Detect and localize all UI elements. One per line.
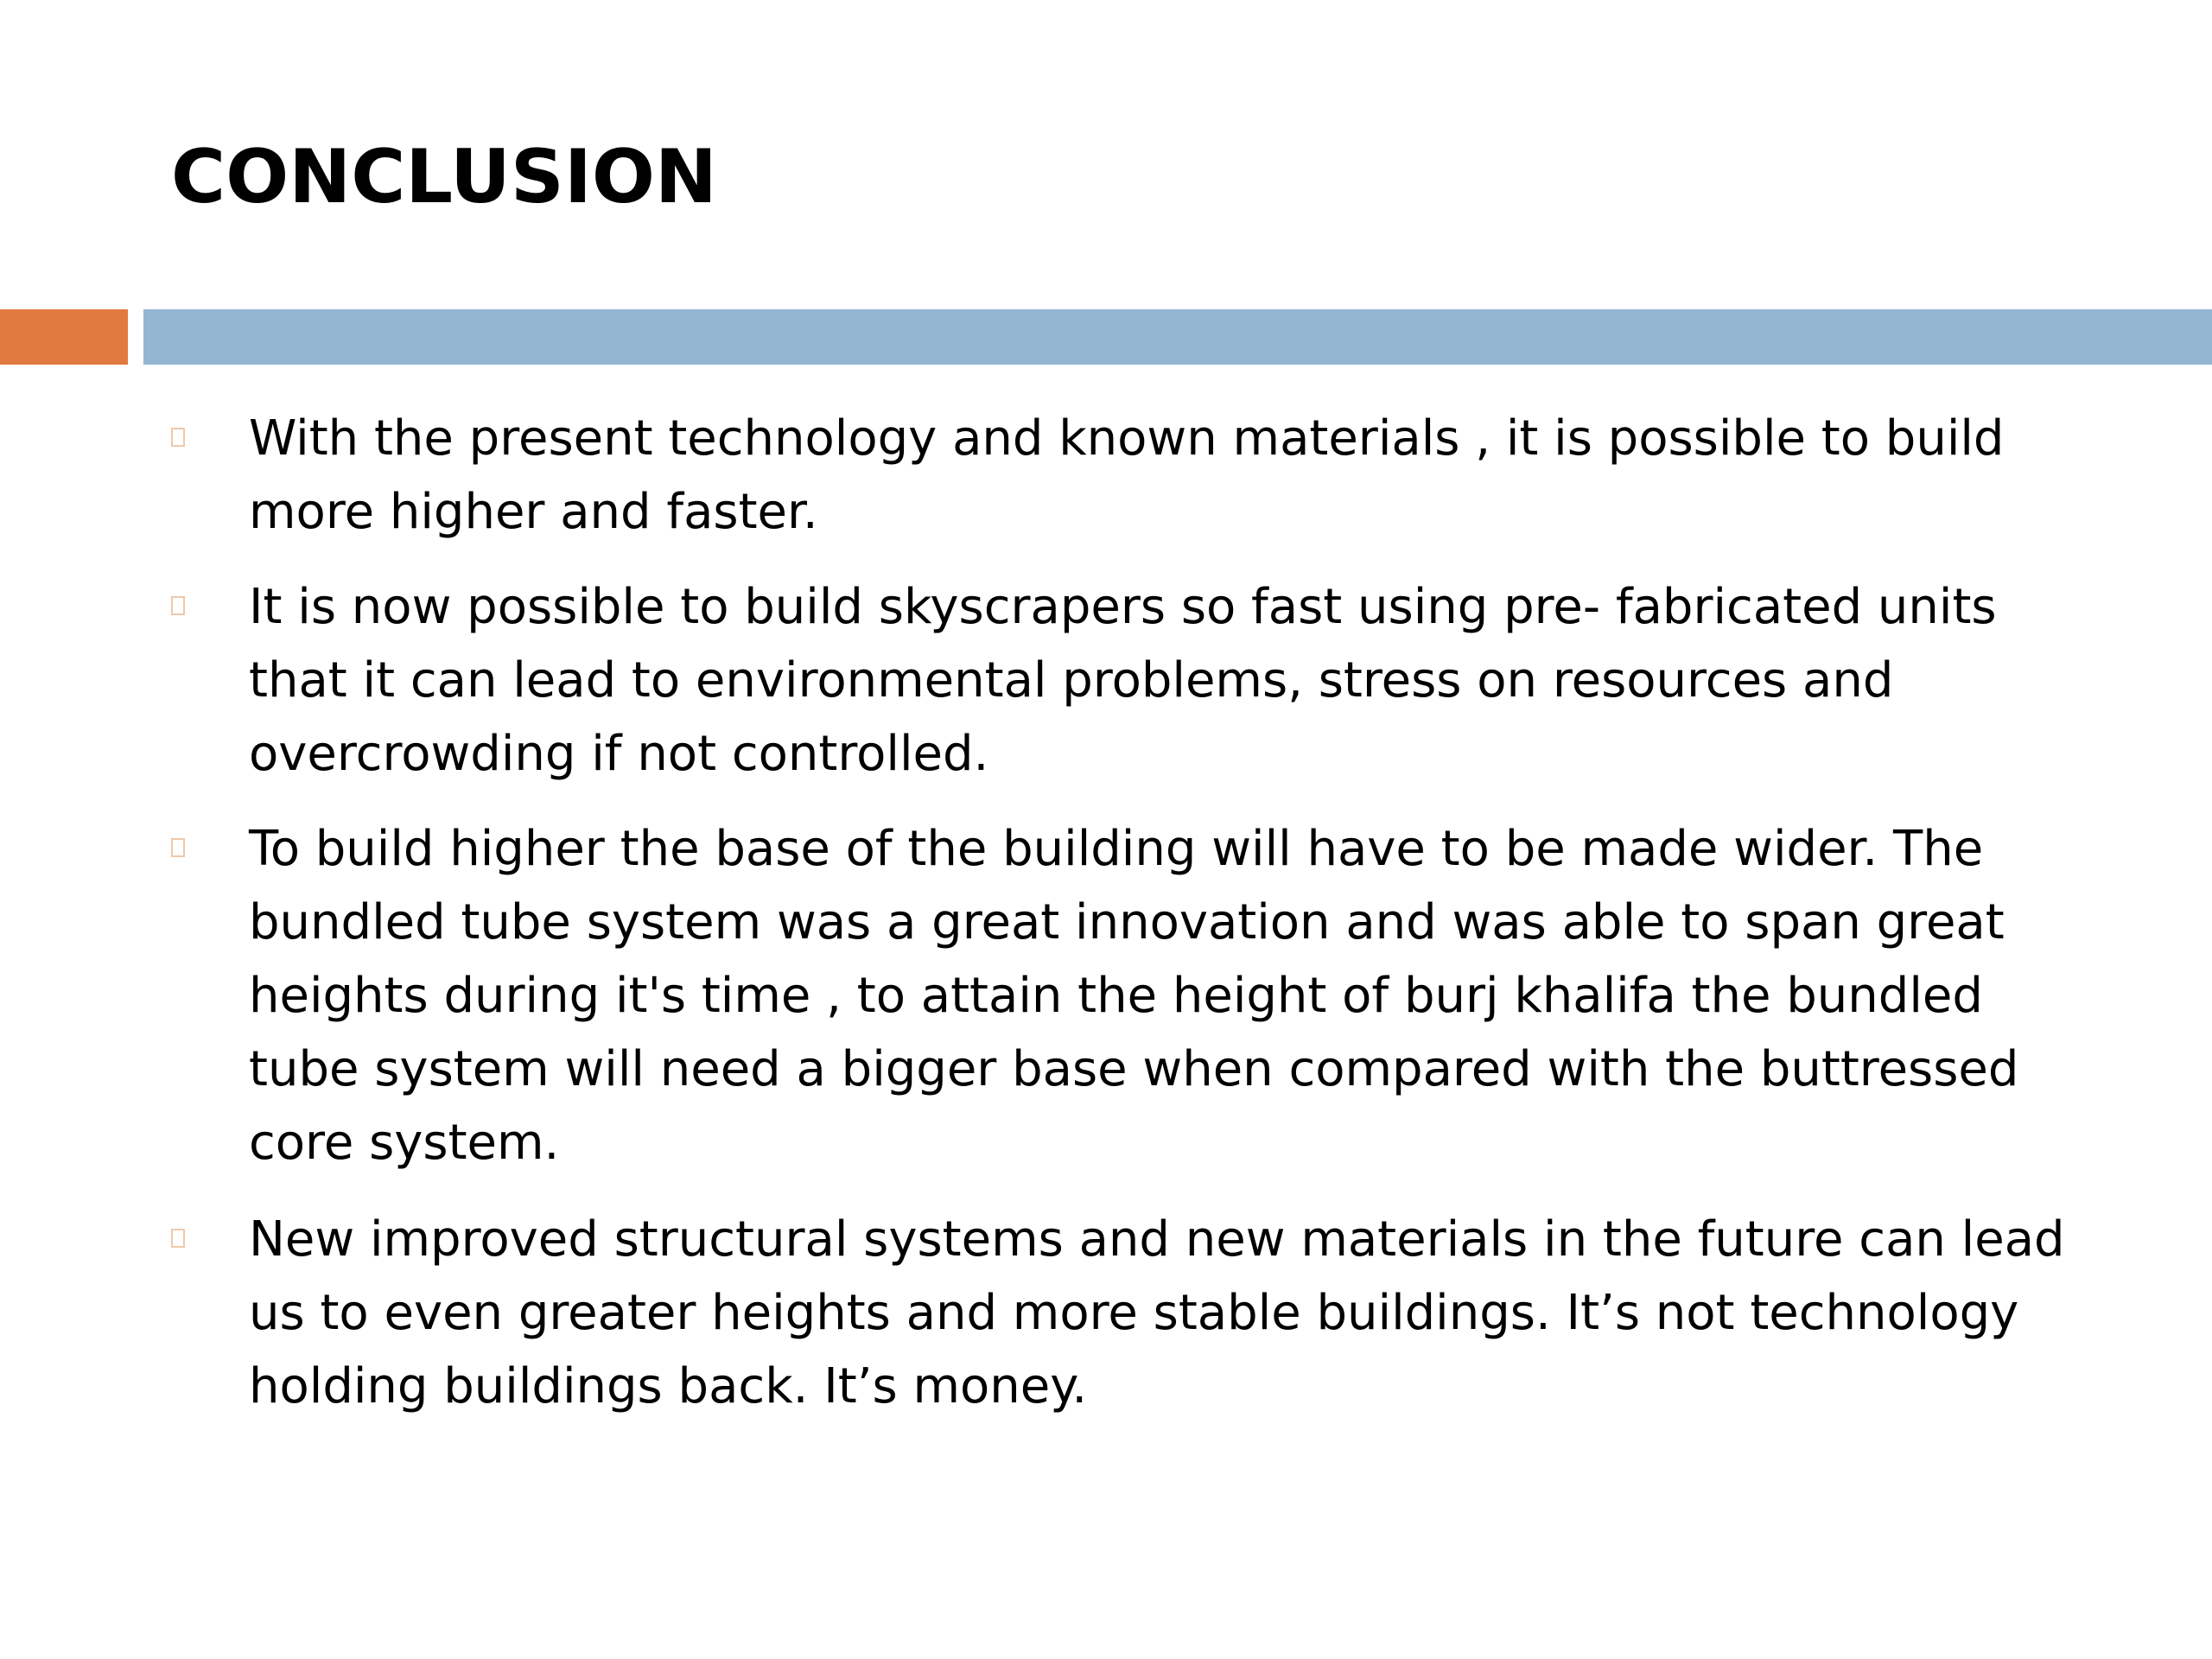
bullet-square-icon <box>171 596 185 615</box>
bullet-square-icon <box>171 1229 185 1248</box>
bullet-text: With the present technology and known materials , it is possible to build more higher and faster. <box>249 410 2005 540</box>
bullet-text: It is now possible to build skyscrapers so fast using pre- fabricated units that it can lead to environmental problems, stress on resources and overcrowding if not controlled. <box>249 579 1997 782</box>
bullet-text: New improved structural systems and new materials in the future can lead us to even greater heights and more stable buildings. It’s not technology holding buildings back. It’s money. <box>249 1211 2065 1414</box>
slide-title: CONCLUSION <box>171 134 717 220</box>
bullet-square-icon <box>171 428 185 447</box>
bullet-square-icon <box>171 838 185 857</box>
bullet-text: To build higher the base of the building will have to be made wider. The bundled tube system was a great innovation and was able to span great heights during it's time , to attain the height of burj khalifa the bundled tube system will need a bigger base when compared with the buttressed core system. <box>249 821 2019 1171</box>
